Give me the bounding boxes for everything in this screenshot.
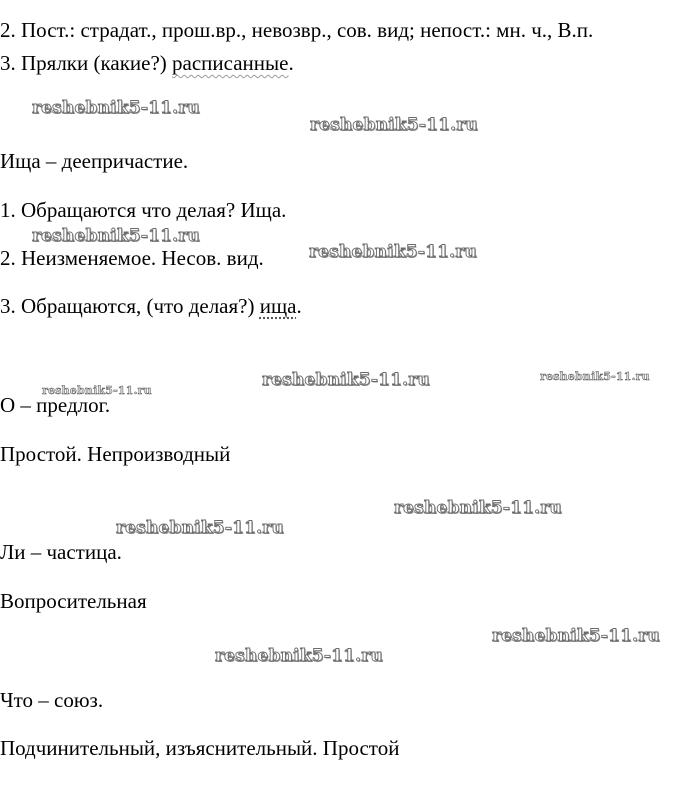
line-chto-soyuz: Что – союз. [0,688,104,712]
watermark: reshebnik5-11.ru [32,226,200,246]
underlined-word-ishcha: ища [259,294,297,318]
line-pryalki-suffix: . [288,51,294,75]
line-li-chastitsa: Ли – частица. [0,540,122,564]
line-ishcha-role-prefix: 3. Обращаются, (что делая?) [0,294,260,318]
watermark: reshebnik5-11.ru [32,98,200,118]
line-voprositelnaya: Вопросительная [0,589,147,613]
line-o-predlog: О – предлог. [0,393,111,417]
watermark: reshebnik5-11.ru [492,626,660,646]
line-ishcha-features: 2. Неизменяемое. Несов. вид. [0,246,264,270]
line-prostoy-neproizvodny: Простой. Непроизводный [0,442,231,466]
line-pryalki-prefix: 3. Прялки (какие?) [0,51,173,75]
line-postoyannye-priznaki: 2. Пост.: страдат., прош.вр., невозвр., сов. вид; непост.: мн. ч., В.п. [0,18,594,42]
line-ishcha-heading: Ища – деепричастие. [0,149,189,173]
line-pryalki [0,51,294,75]
line-ishcha-question: 1. Обращаются что делая? Ища. [0,198,287,222]
watermark: reshebnik5-11.ru [394,498,562,518]
underlined-word-raspisannye: расписанные [172,51,289,75]
watermark: reshebnik5-11.ru [215,646,383,666]
line-ishcha-role-suffix: . [296,294,302,318]
watermark: reshebnik5-11.ru [42,384,152,397]
line-ishcha-role [0,294,302,318]
watermark: reshebnik5-11.ru [310,115,478,135]
line-podchinitelny: Подчинительный, изъяснительный. Простой [0,736,400,760]
watermark: reshebnik5-11.ru [262,370,430,390]
watermark: reshebnik5-11.ru [116,518,284,538]
watermark: reshebnik5-11.ru [540,370,650,383]
watermark: reshebnik5-11.ru [309,242,477,262]
